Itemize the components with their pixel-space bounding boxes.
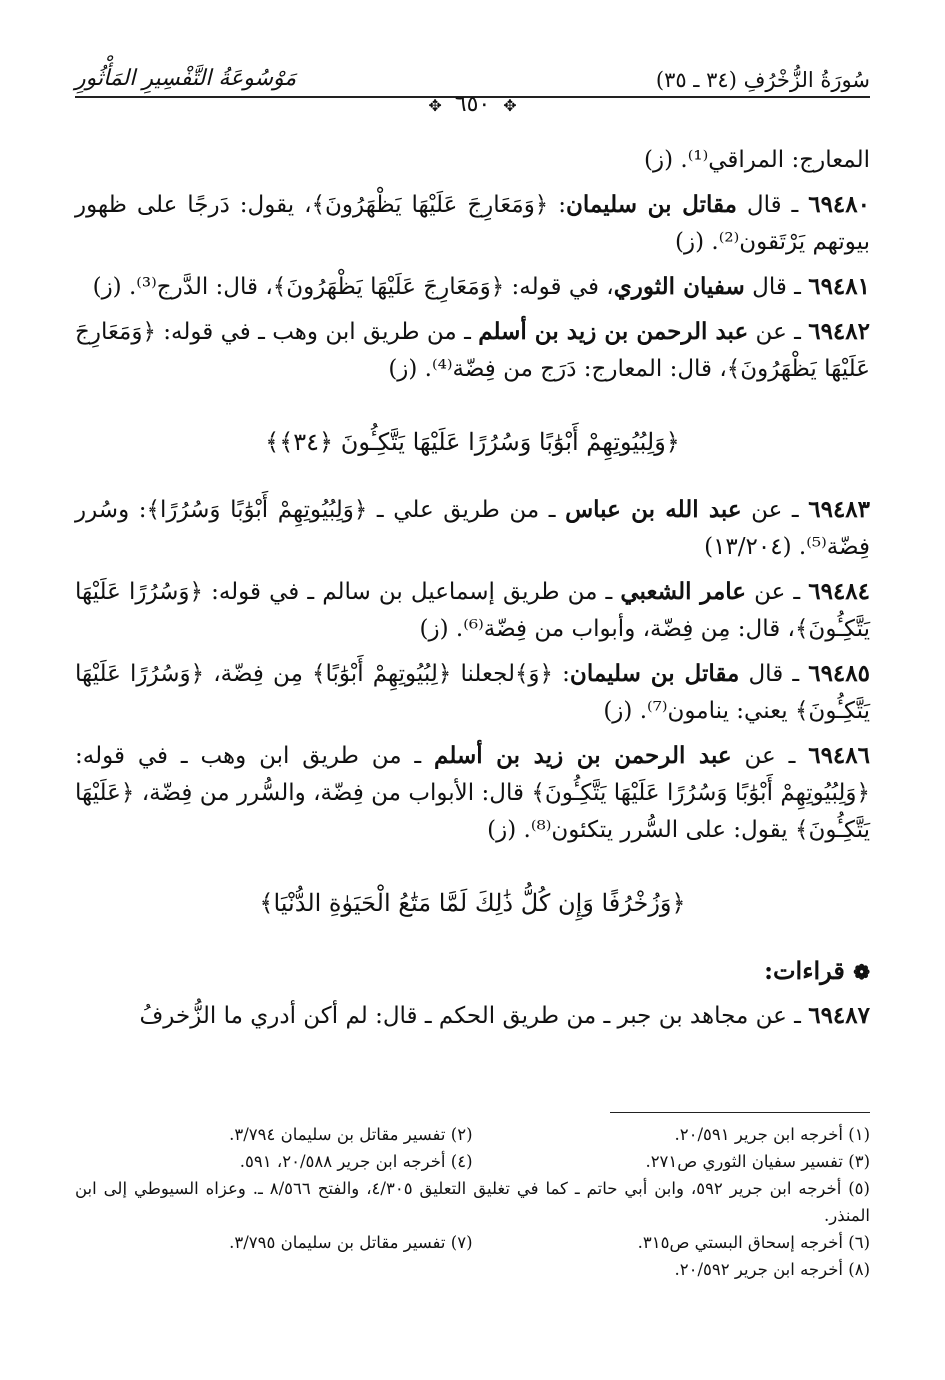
paragraph <box>75 268 870 306</box>
section-heading-text: قراءات: <box>764 956 845 985</box>
footnote-row <box>75 1121 870 1148</box>
footnote: (٨) أخرجه ابن جرير ٢٠/٥٩٢. <box>674 1260 870 1279</box>
narration-number: ٦٩٤٨٥ <box>808 660 870 687</box>
paragraph-text: : ﴿وَمَعَارِجَ عَلَيْهَا يَظْهَرُونَ﴾، يقول: دَرجًا على ظهور بيوتهم يَرْتَقون⁽²⁾. (ز) <box>75 192 870 255</box>
paragraph <box>75 186 870 261</box>
narration-number: ٦٩٤٨٣ <box>808 496 871 523</box>
footnote: (٢) تفسير مقاتل بن سليمان ٣/٧٩٤. <box>229 1125 473 1144</box>
narrator-name: عبد الرحمن بن زيد بن أسلم <box>478 318 749 345</box>
narrator-name: سفيان الثوري <box>613 273 745 300</box>
paragraph-lead: ـ عن <box>748 319 809 345</box>
footnote-row <box>75 1148 870 1175</box>
paragraph-text: المعارج: المراقي⁽¹⁾. (ز) <box>644 147 870 173</box>
paragraph <box>75 655 870 730</box>
footnote: (٧) تفسير مقاتل بن سليمان ٣/٧٩٥. <box>229 1233 473 1252</box>
footnote: (١) أخرجه ابن جرير ٢٠/٥٩١. <box>674 1125 870 1144</box>
paragraph-lead: ـ قال <box>736 192 809 218</box>
section-heading <box>75 952 870 991</box>
paragraph <box>75 313 870 388</box>
paragraph-text: ـ عن مجاهد بن جبر ـ من طريق الحكم ـ قال: لم أكن أدري ما الزُّخرفُ <box>139 1003 809 1029</box>
paragraph-lead: ـ عن <box>746 579 809 605</box>
footnote-row <box>75 1229 870 1256</box>
narrator-name: عبد الرحمن بن زيد بن أسلم <box>434 742 732 769</box>
flower-icon: ❁ <box>853 960 870 984</box>
narration-number: ٦٩٤٨٢ <box>808 318 870 345</box>
surah-title: سُورَةُ الزُّخْرُفِ (٣٤ ـ ٣٥) <box>655 68 870 92</box>
narrator-name: عامر الشعبي <box>620 578 747 605</box>
paragraph-lead: ـ عن <box>731 743 809 769</box>
page-number-line <box>0 92 945 117</box>
main-text <box>75 142 870 1042</box>
paragraph <box>75 491 870 566</box>
ornament-left-icon: ✥ <box>428 96 442 115</box>
narration-number: ٦٩٤٨٦ <box>808 742 870 769</box>
footnote-separator <box>610 1112 870 1113</box>
paragraph-text: ، في قوله: ﴿وَمَعَارِجَ عَلَيْهَا يَظْهَرُونَ﴾، قال: الدَّرج⁽³⁾. (ز) <box>92 274 614 300</box>
narrator-name: عبد الله بن عباس <box>565 496 742 523</box>
footnote: (٥) أخرجه ابن جرير ٥٩٢، وابن أبي حاتم ـ كما في تغليق التعليق ٤/٣٠٥، والفتح ٨/٥٦٦ ـ. وعزاه السيوطي إلى ابن المنذر. <box>75 1179 870 1225</box>
paragraph-lead: ـ قال <box>739 661 809 687</box>
series-title: مَوْسُوعَةُ التَّفْسِيرِ المَأْثُورِ <box>75 66 297 91</box>
narration-number: ٦٩٤٨٧ <box>808 1002 870 1029</box>
narration-number: ٦٩٤٨٤ <box>808 578 871 605</box>
paragraph-text: ـ من طريق علي ـ ﴿وَلِبُيُوتِهِمْ أَبْوَٰبًا وَسُرُرًا﴾: وسُرر فِضّة⁽⁵⁾. (١٣/٢٠٤) <box>75 497 870 560</box>
ornament-right-icon: ✥ <box>503 96 517 115</box>
quran-verse: ﴿وَلِبُيُوتِهِمْ أَبْوَٰبًا وَسُرُرًا عَلَيْهَا يَتَّكِـُٔونَ ﴿٣٤﴾﴾ <box>265 428 680 456</box>
paragraph <box>75 573 870 648</box>
footnotes <box>75 1112 870 1283</box>
footnote: (٤) أخرجه ابن جرير ٢٠/٥٨٨، ٥٩١. <box>239 1152 473 1171</box>
paragraph-lead: ـ عن <box>741 497 809 523</box>
paragraph-text: : ﴿وَ﴾لجعلنا ﴿لِبُيُوتِهِمْ أَبْوَٰبًا﴾ مِن فِضّة، ﴿وَسُرُرًا عَلَيْهَا يَتَّكِـُٔونَ﴾ يعني: ينامون⁽⁷⁾. (ز) <box>75 661 870 724</box>
footnote: (٣) تفسير سفيان الثوري ص٢٧١. <box>645 1152 870 1171</box>
paragraph-text: ـ من طريق ابن وهب ـ في قوله: ﴿وَلِبُيُوتِهِمْ أَبْوَٰبًا وَسُرُرًا عَلَيْهَا يَتَّكِـُٔونَ﴾ قال: الأبواب من فِضّة، والسُّرر من فِضّة، ﴿عَلَيْهَا يَتَّكِـُٔونَ﴾ يقول: على السُّرر يتكئون⁽⁸⁾. (ز) <box>75 743 870 843</box>
paragraph <box>75 737 870 849</box>
footnote: (٦) أخرجه إسحاق البستي ص٣١٥. <box>637 1233 870 1252</box>
paragraph-text: ـ من طريق إسماعيل بن سالم ـ في قوله: ﴿وَسُرُرًا عَلَيْهَا يَتَّكِـُٔونَ﴾، قال: مِن فِضّة، وأبواب من فِضّة⁽⁶⁾. (ز) <box>75 579 870 642</box>
narrator-name: مقاتل بن سليمان <box>569 660 740 687</box>
paragraph <box>75 997 870 1035</box>
narrator-name: مقاتل بن سليمان <box>565 191 737 218</box>
paragraph <box>75 142 870 179</box>
quran-verse: ﴿وَزُخْرُفًا وَإِن كُلُّ ذَٰلِكَ لَمَّا مَتَٰعُ الْحَيَوٰةِ الدُّنْيَا﴾ <box>259 889 686 917</box>
narration-number: ٦٩٤٨٠ <box>808 191 870 218</box>
narration-number: ٦٩٤٨١ <box>808 273 870 300</box>
paragraph-text: ـ من طريق ابن وهب ـ في قوله: ﴿وَمَعَارِجَ عَلَيْهَا يَظْهَرُونَ﴾، قال: المعارج: دَرَج من فِضّة⁽⁴⁾. (ز) <box>75 319 870 382</box>
page-number: ٦٥٠ <box>454 92 491 117</box>
paragraph-lead: ـ قال <box>744 274 809 300</box>
